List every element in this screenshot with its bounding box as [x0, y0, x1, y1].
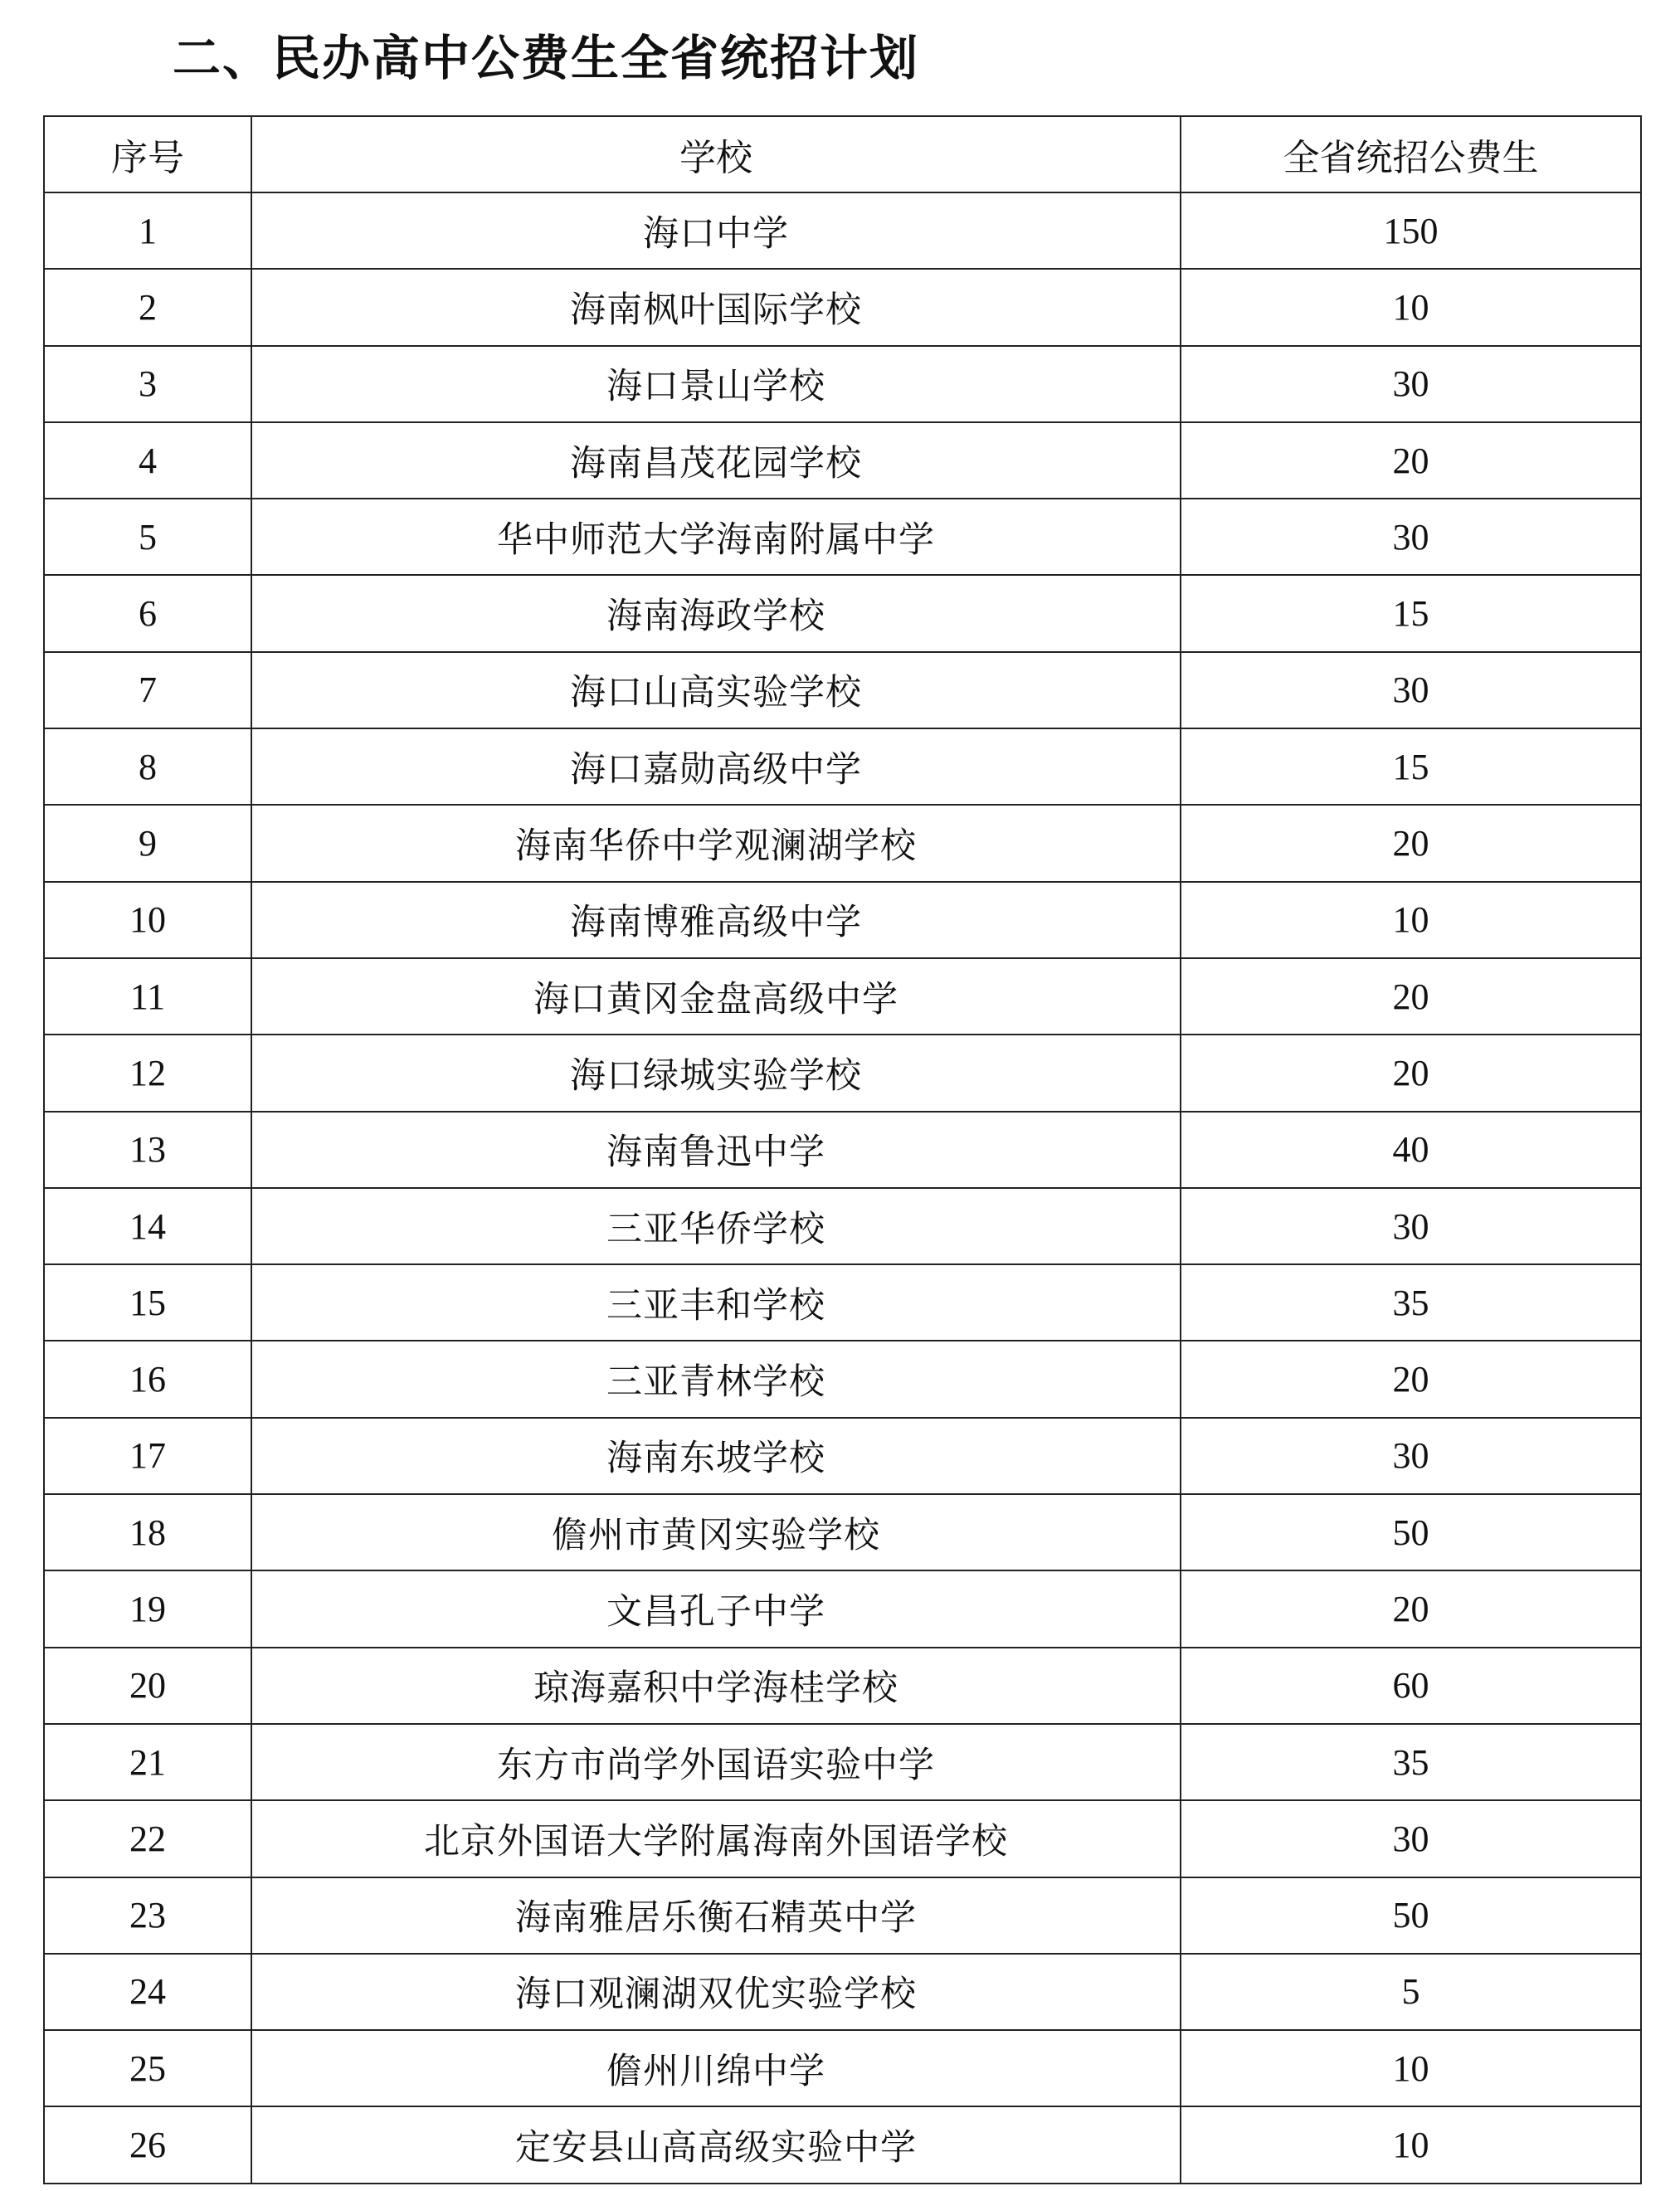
row-index: 3 [44, 346, 251, 422]
row-count: 20 [1181, 1341, 1641, 1417]
row-count: 10 [1181, 2030, 1641, 2106]
table-row [44, 575, 1641, 651]
row-count: 10 [1181, 269, 1641, 345]
table-row [44, 269, 1641, 345]
row-school: 文昌孔子中学 [251, 1570, 1181, 1647]
table-row [44, 1800, 1641, 1877]
row-school: 儋州川绵中学 [251, 2030, 1181, 2106]
row-count: 35 [1181, 1264, 1641, 1341]
row-school: 定安县山高高级实验中学 [251, 2106, 1181, 2183]
row-index: 7 [44, 652, 251, 728]
row-count: 50 [1181, 1877, 1641, 1954]
row-index: 2 [44, 269, 251, 345]
table-row [44, 728, 1641, 805]
row-school: 海南华侨中学观澜湖学校 [251, 805, 1181, 881]
table-header-row [44, 116, 1641, 192]
table-row [44, 346, 1641, 422]
table-row [44, 1494, 1641, 1570]
table-row [44, 1035, 1641, 1111]
row-school: 海南昌茂花园学校 [251, 422, 1181, 499]
row-index: 23 [44, 1877, 251, 1954]
row-school: 海口绿城实验学校 [251, 1035, 1181, 1111]
header-count: 全省统招公费生 [1181, 116, 1641, 192]
row-count: 20 [1181, 422, 1641, 499]
row-index: 9 [44, 805, 251, 881]
row-school: 海南海政学校 [251, 575, 1181, 651]
row-school: 儋州市黄冈实验学校 [251, 1494, 1181, 1570]
table-row [44, 1877, 1641, 1954]
table-row [44, 1724, 1641, 1800]
row-index: 18 [44, 1494, 251, 1570]
row-count: 10 [1181, 882, 1641, 958]
row-school: 海口嘉勋高级中学 [251, 728, 1181, 805]
table-row [44, 652, 1641, 728]
table-row [44, 1570, 1641, 1647]
row-school: 北京外国语大学附属海南外国语学校 [251, 1800, 1181, 1877]
row-school: 海南鲁迅中学 [251, 1112, 1181, 1188]
row-count: 10 [1181, 2106, 1641, 2183]
row-count: 30 [1181, 1800, 1641, 1877]
row-index: 4 [44, 422, 251, 499]
row-index: 6 [44, 575, 251, 651]
row-school: 海口黄冈金盘高级中学 [251, 958, 1181, 1035]
row-index: 16 [44, 1341, 251, 1417]
table-row [44, 1954, 1641, 2030]
row-count: 20 [1181, 958, 1641, 1035]
header-index: 序号 [44, 116, 251, 192]
table-row [44, 1188, 1641, 1264]
row-index: 5 [44, 499, 251, 575]
table-row [44, 1341, 1641, 1417]
row-count: 15 [1181, 575, 1641, 651]
table-row [44, 958, 1641, 1035]
row-school: 东方市尚学外国语实验中学 [251, 1724, 1181, 1800]
page-title: 二、民办高中公费生全省统招计划 [173, 30, 920, 86]
row-index: 20 [44, 1648, 251, 1724]
table-row [44, 1418, 1641, 1494]
row-index: 14 [44, 1188, 251, 1264]
row-school: 海南雅居乐衡石精英中学 [251, 1877, 1181, 1954]
row-school: 海口山高实验学校 [251, 652, 1181, 728]
row-school: 海南东坡学校 [251, 1418, 1181, 1494]
row-index: 13 [44, 1112, 251, 1188]
row-index: 17 [44, 1418, 251, 1494]
row-index: 15 [44, 1264, 251, 1341]
row-count: 15 [1181, 728, 1641, 805]
row-count: 5 [1181, 1954, 1641, 2030]
row-index: 1 [44, 192, 251, 269]
row-index: 10 [44, 882, 251, 958]
row-school: 海南博雅高级中学 [251, 882, 1181, 958]
row-school: 三亚丰和学校 [251, 1264, 1181, 1341]
row-index: 25 [44, 2030, 251, 2106]
row-count: 30 [1181, 346, 1641, 422]
table-row [44, 422, 1641, 499]
row-school: 琼海嘉积中学海桂学校 [251, 1648, 1181, 1724]
row-count: 20 [1181, 805, 1641, 881]
table-row [44, 2030, 1641, 2106]
row-count: 150 [1181, 192, 1641, 269]
table-row [44, 2106, 1641, 2183]
table-row [44, 192, 1641, 269]
row-index: 21 [44, 1724, 251, 1800]
header-school: 学校 [251, 116, 1181, 192]
row-index: 19 [44, 1570, 251, 1647]
row-count: 30 [1181, 1418, 1641, 1494]
row-index: 12 [44, 1035, 251, 1111]
row-count: 20 [1181, 1035, 1641, 1111]
table-row [44, 882, 1641, 958]
row-school: 海口景山学校 [251, 346, 1181, 422]
row-count: 50 [1181, 1494, 1641, 1570]
row-school: 三亚华侨学校 [251, 1188, 1181, 1264]
row-school: 海口中学 [251, 192, 1181, 269]
row-count: 30 [1181, 499, 1641, 575]
row-count: 30 [1181, 1188, 1641, 1264]
row-index: 22 [44, 1800, 251, 1877]
row-count: 20 [1181, 1570, 1641, 1647]
row-index: 8 [44, 728, 251, 805]
row-index: 24 [44, 1954, 251, 2030]
row-school: 三亚青林学校 [251, 1341, 1181, 1417]
row-index: 11 [44, 958, 251, 1035]
row-count: 40 [1181, 1112, 1641, 1188]
row-school: 华中师范大学海南附属中学 [251, 499, 1181, 575]
table-row [44, 1264, 1641, 1341]
table-body [44, 192, 1641, 2184]
table-row [44, 805, 1641, 881]
row-index: 26 [44, 2106, 251, 2183]
table-row [44, 1648, 1641, 1724]
row-count: 30 [1181, 652, 1641, 728]
enrollment-plan-table [43, 115, 1642, 2184]
row-count: 60 [1181, 1648, 1641, 1724]
table-row [44, 1112, 1641, 1188]
table-row [44, 499, 1641, 575]
row-school: 海口观澜湖双优实验学校 [251, 1954, 1181, 2030]
row-school: 海南枫叶国际学校 [251, 269, 1181, 345]
row-count: 35 [1181, 1724, 1641, 1800]
